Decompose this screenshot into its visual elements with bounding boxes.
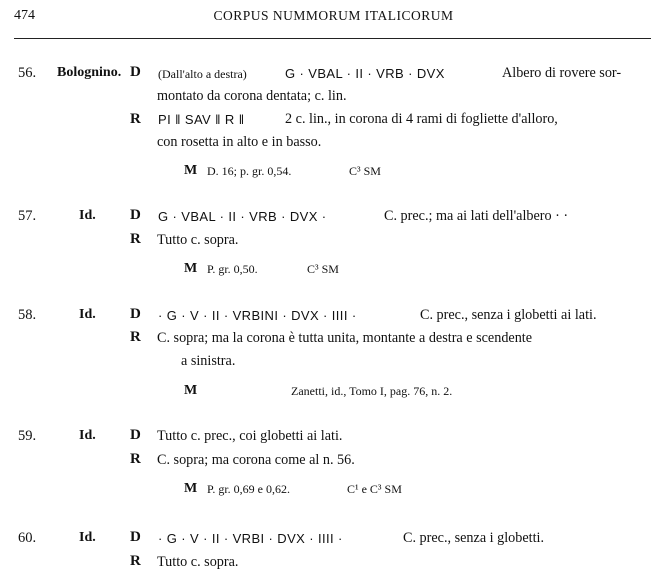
rarity: C³ SM	[307, 262, 339, 276]
running-head: CORPUS NUMMORUM ITALICORUM	[213, 8, 454, 23]
reverse-symbol: R	[130, 329, 141, 345]
rarity: C¹ e C³ SM	[347, 482, 402, 496]
coin-name: Id.	[79, 530, 96, 545]
obverse-legend: G · VBAL · II · VRB · DVX ·	[158, 209, 327, 224]
reverse-description: 2 c. lin., in corona di 4 rami di fogliette d'alloro,	[285, 111, 558, 127]
reverse-symbol: R	[130, 553, 141, 569]
museum-mark: M	[184, 163, 198, 178]
obverse-description: C. prec.; ma ai lati dell'albero · ·	[384, 208, 569, 224]
entry-number: 58.	[18, 307, 37, 323]
rarity: C³ SM	[349, 164, 381, 178]
entry-number: 59.	[18, 428, 37, 444]
obverse-description: Tutto c. prec., coi globetti ai lati.	[157, 428, 343, 444]
reference: Zanetti, id., Tomo I, pag. 76, n. 2.	[291, 384, 453, 398]
reverse-symbol: R	[130, 111, 141, 127]
entry-number: 60.	[18, 530, 37, 546]
museum-mark: M	[184, 261, 198, 276]
obverse-symbol: D	[130, 64, 141, 80]
weight-info: P. gr. 0,50.	[207, 262, 258, 276]
coin-name: Id.	[79, 428, 96, 443]
obverse-legend: · G · V · II · VRBI · DVX · IIII ·	[158, 531, 343, 546]
obverse-symbol: D	[130, 306, 141, 322]
reverse-description: C. sopra; ma corona come al n. 56.	[157, 452, 355, 468]
obverse-symbol: D	[130, 427, 141, 443]
reverse-symbol: R	[130, 451, 141, 467]
header-rule	[14, 38, 651, 39]
reverse-description: C. sopra; ma la corona è tutta unita, montante a destra e scendente	[157, 330, 533, 346]
obverse-symbol: D	[130, 207, 141, 223]
weight-info: D. 16; p. gr. 0,54.	[207, 164, 292, 178]
entry-number: 57.	[18, 208, 37, 224]
obverse-description-cont: montato da corona dentata; c. lin.	[157, 88, 347, 104]
weight-info: P. gr. 0,69 e 0,62.	[207, 482, 291, 496]
reverse-legend: PI ‖ SAV ‖ R ‖	[158, 112, 245, 127]
obverse-symbol: D	[130, 529, 141, 545]
obverse-description: Albero di rovere sor-	[502, 65, 622, 81]
entry-number: 56.	[18, 65, 37, 81]
coin-name: Bolognino.	[57, 65, 122, 80]
obverse-legend: G · VBAL · II · VRB · DVX	[285, 66, 445, 81]
museum-mark: M	[184, 481, 198, 496]
obverse-description: C. prec., senza i globetti.	[403, 530, 545, 546]
coin-name: Id.	[79, 307, 96, 322]
obverse-description: C. prec., senza i globetti ai lati.	[420, 307, 597, 323]
obverse-note: (Dall'alto a destra)	[158, 67, 247, 81]
coin-name: Id.	[79, 208, 96, 223]
obverse-legend: · G · V · II · VRBINI · DVX · IIII ·	[158, 308, 357, 323]
museum-mark: M	[184, 383, 198, 398]
reverse-description: Tutto c. sopra.	[157, 232, 239, 248]
page-number: 474	[14, 8, 35, 23]
reverse-symbol: R	[130, 231, 141, 247]
reverse-description-cont: con rosetta in alto e in basso.	[157, 134, 322, 150]
reverse-description-cont: a sinistra.	[181, 353, 236, 369]
reverse-description: Tutto c. sopra.	[157, 554, 239, 570]
